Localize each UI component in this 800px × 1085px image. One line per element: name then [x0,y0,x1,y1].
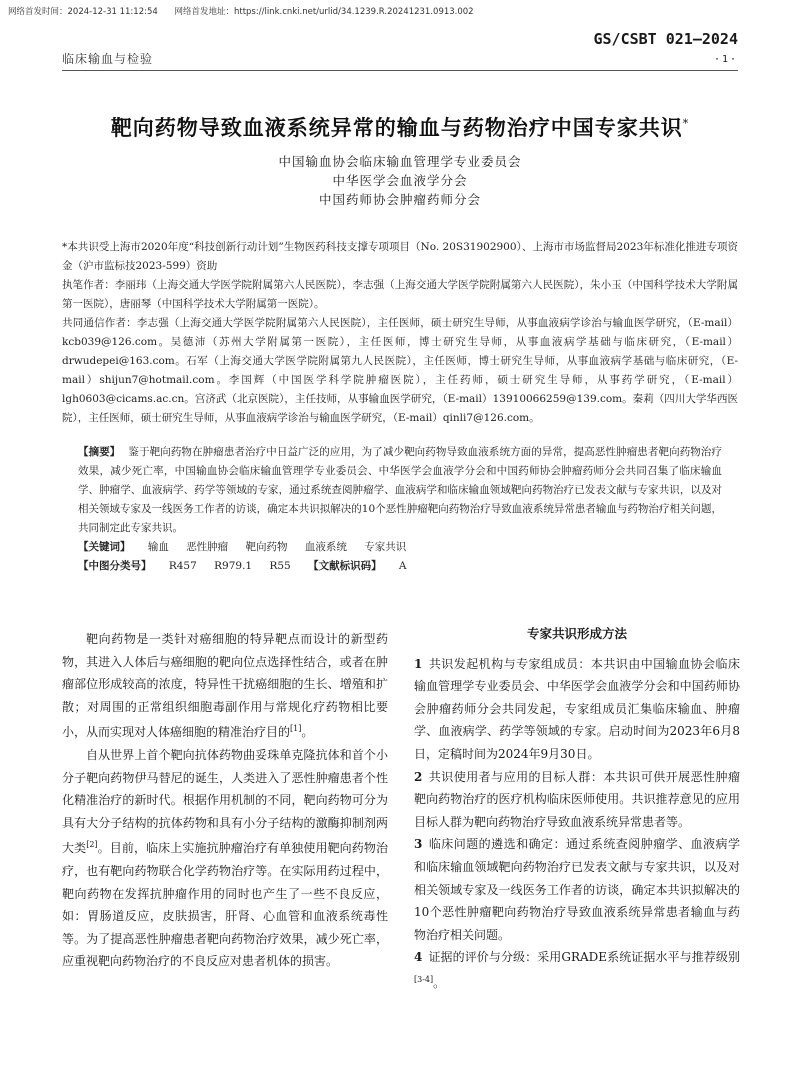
writers-note: 执笔作者：李丽玮（上海交通大学医学院附属第六人民医院），李志强（上海交通大学医学院附属第六人民医院），朱小玉（中国科学技术大学附属第一医院），唐丽琴（中国科学技术大学附属第一医院）。 [62,279,738,310]
organization: 中华医学会血液学分会 [332,173,468,188]
journal-name: 临床输血与检验 [62,52,154,66]
doc-code: A [398,560,407,572]
publish-url[interactable]: 网络首发地址：https://link.cnki.net/urlid/34.1239.R.20241231.0913.002 [174,7,474,17]
abstract-label: 【摘要】 [78,446,121,458]
body-right-column [414,623,740,995]
citation[interactable]: [1] [290,724,302,734]
item-text: 证据的评价与分级：采用GRADE系统证据水平与推荐级别 [428,950,740,965]
clc-code: R979.1 [214,560,253,572]
abstract-paragraph [78,443,722,538]
page-number: ·1· [713,54,738,65]
standard-header [594,30,739,65]
keyword: 输血 [147,541,169,553]
classification-line [78,557,722,576]
abstract-block [78,443,722,576]
clc-label: 【中图分类号】 [78,560,152,572]
standard-code: GS/CSBT 021—2024 [593,30,738,48]
header-divider [62,70,738,71]
organization: 中国输血协会临床输血管理学专业委员会 [278,154,522,169]
body-left-column [62,628,388,973]
body-paragraph: 自从世界上首个靶向抗体药物曲妥珠单克隆抗体和首个小分子靶向药物伊马替尼的诞生，人类进入了恶性肿瘤患者个性化精准治疗的新时代。根据作用机制的不同，靶向药物可分为具有大分子结构的抗体药物和具有小分子结构的激酶抑制剂两大类[2]。目前，临床上实施抗肿瘤治疗有单独使用靶向药物治疗，也有靶向药物联合化学药物治疗等。在实际用药过程中，靶向药物在发挥抗肿瘤作用的同时也产生了一些不良反应，如：胃肠道反应，皮肤损害，肝肾、心血管和血液系统毒性等。为了提高恶性肿瘤患者靶向药物治疗效果，减少死亡率，应重视靶向药物治疗的不良反应对患者机体的损害。 [62,747,388,969]
citation[interactable]: [2] [86,840,98,850]
section-heading: 专家共识形成方法 [526,626,627,641]
method-item [414,833,740,946]
method-item [414,766,740,834]
funding-note: *本共识受上海市2020年度“科技创新行动计划”生物医药科技支撑专项项目（No. 20S31902900）、上海市市场监督局2023年标准化推进专项资金（沪市监标技2023-599）资助 [62,241,738,272]
keywords-line [78,538,722,557]
clc-code: R55 [269,560,291,572]
keyword: 专家共识 [364,541,407,553]
online-publish-meta [8,5,474,17]
author-notes [62,238,738,428]
item-text: 共识使用者与应用的目标人群：本共识可供开展恶性肿瘤靶向药物治疗的医疗机构临床医师使用。共识推荐意见的应用目标人群为靶向药物治疗导致血液系统异常患者等。 [414,769,740,829]
item-number: 4 [414,950,423,965]
item-text: 共识发起机构与专家组成员：本共识由中国输血协会临床输血管理学专业委员会、中华医学会血液学分会和中国药师协会肿瘤药师分会共同发起，专家组成员汇集临床输血、肿瘤学、血液病学、药学等领域的专家。启动时间为2023年6月8日，定稿时间为2024年9月30日。 [414,656,740,761]
item-number: 2 [414,769,423,784]
keyword: 血液系统 [304,541,347,553]
method-item: 4 证据的评价与分级：采用GRADE系统证据水平与推荐级别[3-4]。 [414,950,740,990]
item-text: 临床问题的遴选和确定：通过系统查阅肿瘤学、血液病学和临床输血领域靶向药物治疗已发表文献与专家共识，以及对相关领域专家及一线医务工作者的访谈，确定本共识拟解决的10个恶性肿瘤靶向药物治疗导致血液系统异常患者输血与药物治疗相关问题。 [414,837,740,942]
abstract-text: 鉴于靶向药物在肿瘤患者治疗中日益广泛的应用，为了减少靶向药物导致血液系统方面的异常，提高恶性肿瘤患者靶向药物治疗效果，减少死亡率，中国输血协会临床输血管理学专业委员会、中华医学会血液学分会和中国药师协会肿瘤药师分会共同召集了临床输血学、肿瘤学、血液病学、药学等领域的专家，通过系统查阅肿瘤学、血液病学和临床输血领域靶向药物治疗已发表文献与专家共识，以及对相关领域专家及一线医务工作者的访谈，确定本共识拟解决的10个恶性肿瘤靶向药物治疗导致血液系统异常患者输血与药物治疗相关问题，共同制定此专家共识。 [78,446,723,534]
author-organizations [0,152,800,209]
citation[interactable]: [3-4] [414,974,434,984]
correspondents-note: 共同通信作者：李志强（上海交通大学医学院附属第六人民医院），主任医师，硕士研究生导师，从事血液病学诊治与输血医学研究，（E-mail）kcb039@126.com。吴德沛（苏州大学附属第一医院），主任医师，博士研究生导师，从事血液病学基础与临床研究，（E-mail）drwudepei@163.com。石军（上海交通大学医学院附属第九人民医院），主任医师，博士研究生导师，从事血液病学基础与临床研究，（E-mail）shijun7@hotmail.com。李国辉（中国医学科学院肿瘤医院），主任药师，硕士研究生导师，从事药学研究，（E-mail）lgh0603@cicams.ac.cn。宫济武（北京医院），主任技师，从事输血医学研究，（E-mail）13910066259@139.com。秦莉（四川大学华西医院），主任医师，硕士研究生导师，从事血液病学诊治与输血医学研究，（E-mail）qinli7@126.com。 [62,317,738,424]
paper-title [0,112,800,142]
item-number: 1 [414,656,423,671]
method-item [414,653,740,766]
keyword: 恶性肿瘤 [186,541,229,553]
clc-code: R457 [168,560,197,572]
item-number: 3 [414,837,423,852]
title-footnote-mark: * [682,117,690,130]
keywords-label: 【关键词】 [78,541,131,553]
publish-time: 网络首发时间：2024-12-31 11:12:54 [8,7,158,17]
keyword: 靶向药物 [245,541,288,553]
body-paragraph: 靶向药物是一类针对癌细胞的特异靶点而设计的新型药物，其进入人体后与癌细胞的靶向位点选择性结合，或者在肿瘤部位形成较高的浓度，特异性干扰癌细胞的生长、增殖和扩散；对周围的正常组织细胞毒副作用与常规化疗药物相比要小，从而实现对人体癌细胞的精准治疗目的[1]。 [62,632,388,740]
doc-code-label: 【文献标识码】 [308,560,382,572]
organization: 中国药师协会肿瘤药师分会 [318,192,481,207]
title-text: 靶向药物导致血液系统异常的输血与药物治疗中国专家共识 [110,115,683,140]
